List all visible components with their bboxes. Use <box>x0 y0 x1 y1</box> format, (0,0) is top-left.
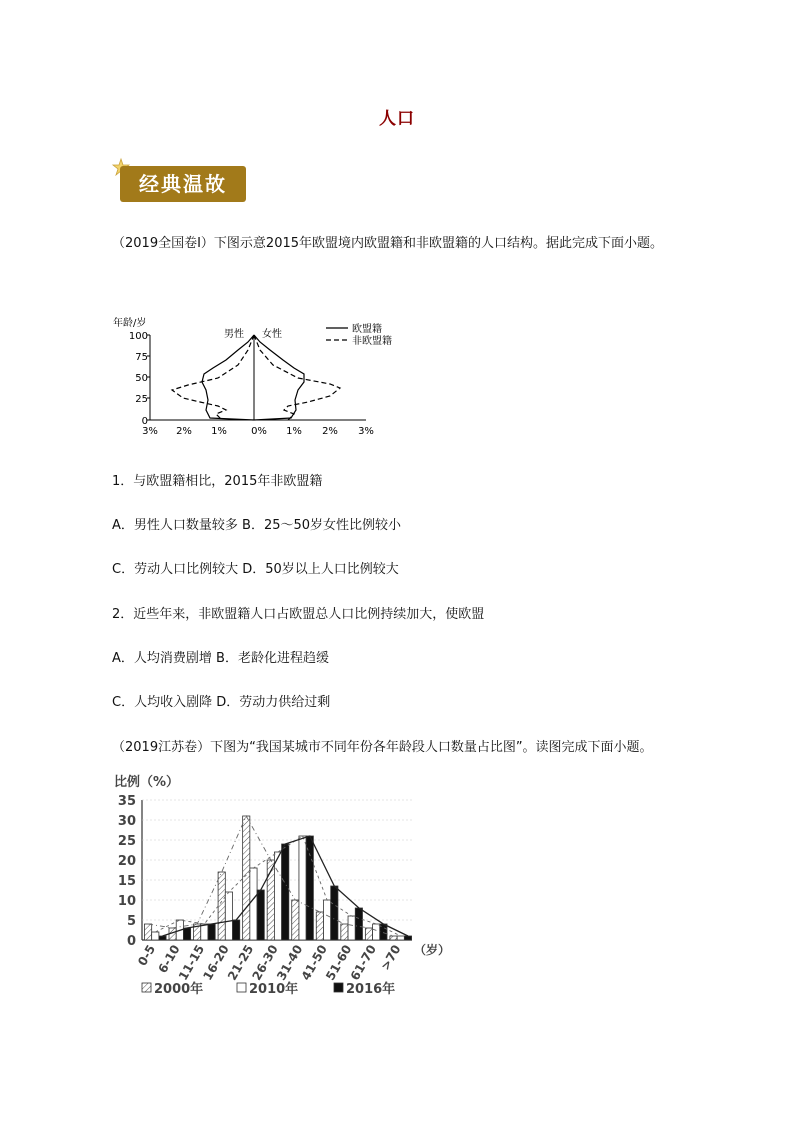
bar-series-3-6-10 <box>183 928 190 940</box>
bar-series-3-11-15 <box>208 924 215 940</box>
pyramid-ytick: 25 <box>135 394 148 405</box>
bar-series-3->70 <box>404 936 411 940</box>
pyramid-ytick: 0 <box>141 416 148 427</box>
chart-xtick: 0-5 <box>135 942 159 969</box>
pyramid-xtick: 3% <box>358 426 374 437</box>
bar-series-3-51-60 <box>355 908 362 940</box>
chart-ylabel: 比例（%） <box>114 775 180 790</box>
pyramid-xtick: 1% <box>211 426 227 437</box>
legend-label-3: 2016年 <box>346 982 396 997</box>
bar-series-1-0-5 <box>144 924 151 940</box>
pyramid-ylabel: 年龄/岁 <box>113 318 147 329</box>
chart-xtick: 41-50 <box>298 942 330 983</box>
question-2-options-cd: C．人均收入剧降 D．劳动力供给过剩 <box>112 695 331 710</box>
pyramid-noneu-curve <box>172 335 340 420</box>
pyramid-ytick: 100 <box>128 331 148 342</box>
pyramid-female-label: 女性 <box>262 329 282 340</box>
chart-xtick: 61-70 <box>347 942 380 983</box>
page-title: 人口 <box>379 109 415 129</box>
bar-series-2-11-15 <box>201 924 208 940</box>
chart-xtick: 6-10 <box>155 942 183 976</box>
bar-series-1-16-20 <box>218 872 225 940</box>
intro-paragraph-1: （2019全国卷Ⅰ）下图示意2015年欧盟境内欧盟籍和非欧盟籍的人口结构。据此完成下面小题。 <box>112 236 664 251</box>
pyramid-xtick: 2% <box>176 426 192 437</box>
population-pyramid <box>108 310 408 440</box>
legend-swatch-1 <box>142 983 151 992</box>
chart-ytick: 15 <box>117 874 136 889</box>
bar-series-2-26-30 <box>274 852 281 940</box>
chart-ytick: 20 <box>117 854 136 869</box>
bar-series-3-41-50 <box>331 886 338 940</box>
pyramid-ytick: 75 <box>135 352 148 363</box>
bar-series-3-0-5 <box>159 936 166 940</box>
bar-series-3-31-40 <box>306 836 313 940</box>
bar-series-1-31-40 <box>292 900 299 940</box>
pyramid-legend-noneu: 非欧盟籍 <box>352 336 392 347</box>
bar-series-2-51-60 <box>348 916 355 940</box>
pyramid-legend-eu: 欧盟籍 <box>352 324 382 335</box>
question-2-options-ab: A．人均消费剧增 B．老龄化进程趋缓 <box>112 651 329 666</box>
legend-label-1: 2000年 <box>154 982 204 997</box>
bar-series-1-21-25 <box>243 816 250 940</box>
chart-ytick: 0 <box>126 934 136 949</box>
pyramid-xtick: 1% <box>286 426 302 437</box>
bar-series-3-16-20 <box>233 920 240 940</box>
pyramid-ytick: 50 <box>135 373 148 384</box>
bar-series-3-26-30 <box>282 844 289 940</box>
pyramid-xtick: 2% <box>322 426 338 437</box>
question-1: 1．与欧盟籍相比，2015年非欧盟籍 <box>112 474 323 489</box>
chart-ytick: 25 <box>117 834 136 849</box>
chart-ytick: 5 <box>126 914 136 929</box>
bar-series-1-41-50 <box>316 912 323 940</box>
pyramid-eu-curve <box>202 335 304 420</box>
age-bar-chart <box>112 770 451 1005</box>
question-1-options-cd: C．劳动人口比例较大 D．50岁以上人口比例较大 <box>112 562 399 577</box>
bar-series-1-51-60 <box>341 924 348 940</box>
chart-ytick: 35 <box>117 794 136 809</box>
chart-xtick: 31-40 <box>274 942 306 983</box>
chart-xtick: 21-25 <box>224 942 257 983</box>
chart-xtick: 16-20 <box>200 942 232 983</box>
bar-series-3-21-25 <box>257 890 264 940</box>
section-banner <box>112 158 247 204</box>
chart-ytick: 10 <box>117 894 136 909</box>
banner-label: 经典温故 <box>139 172 227 196</box>
question-2: 2．近些年来，非欧盟籍人口占欧盟总人口比例持续加大，使欧盟 <box>112 607 485 622</box>
chart-xtick: 11-15 <box>175 942 208 983</box>
chart-ytick: 30 <box>117 814 136 829</box>
legend-swatch-2 <box>237 983 246 992</box>
bar-series-2-61-70 <box>373 924 380 940</box>
chart-xunit: （岁） <box>414 943 451 957</box>
bar-series-2-41-50 <box>323 900 330 940</box>
question-1-options-ab: A．男性人口数量较多 B．25～50岁女性比例较小 <box>112 518 402 533</box>
pyramid-male-label: 男性 <box>224 329 244 340</box>
pyramid-xtick: 3% <box>142 426 158 437</box>
bar-series-2-16-20 <box>225 892 232 940</box>
bar-series-2-21-25 <box>250 868 257 940</box>
intro-paragraph-2: （2019江苏卷）下图为“我国某城市不同年份各年龄段人口数量占比图”。读图完成下面小题。 <box>112 740 653 755</box>
bar-series-1-61-70 <box>365 928 372 940</box>
legend-label-2: 2010年 <box>249 982 299 997</box>
legend-swatch-3 <box>334 983 343 992</box>
bar-series-2-0-5 <box>152 932 159 940</box>
chart-xtick: >70 <box>378 942 404 973</box>
chart-xtick: 51-60 <box>323 942 355 983</box>
bar-series-2->70 <box>397 936 404 940</box>
bar-series-2-31-40 <box>299 836 306 940</box>
pyramid-xtick: 0% <box>251 426 267 437</box>
chart-xtick: 26-30 <box>249 942 281 983</box>
bar-series-1->70 <box>390 936 397 940</box>
